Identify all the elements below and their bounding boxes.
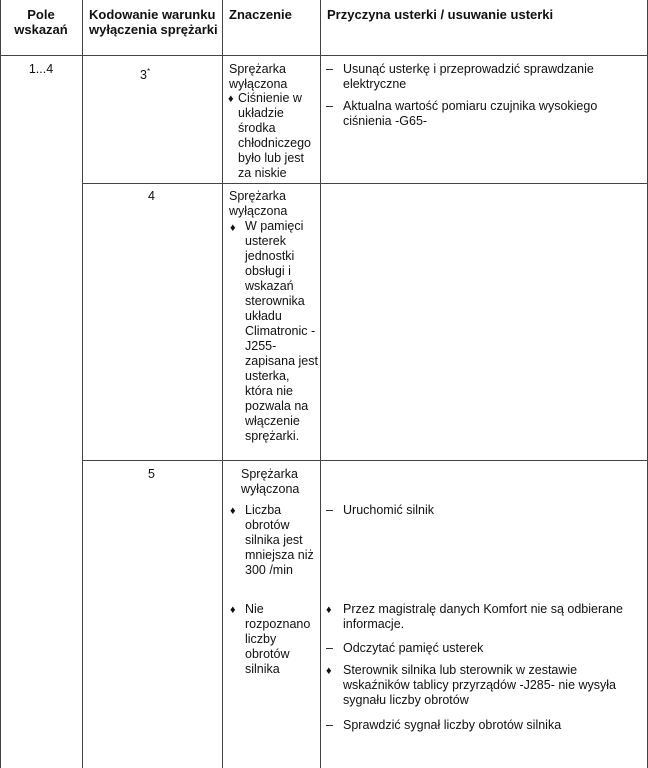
row3-meaning-title: Sprężarka wyłączona [241, 467, 300, 496]
row1-code [140, 64, 150, 83]
row1-meaning-bullet: Ciśnienie w układzie środka chłodniczego było lub jest za niskie [238, 91, 311, 180]
column-divider-2 [222, 0, 223, 768]
row1-cause1: Usunąć usterkę i przeprowadzić sprawdzanie elektryczne [343, 62, 594, 91]
column-divider-3 [320, 0, 321, 768]
table-border-left [0, 0, 1, 768]
row2-meaning-title: Sprężarka wyłączona [229, 189, 288, 218]
row3-cause3: Odczytać pamięć usterek [343, 641, 484, 655]
row3-cause3-dash-icon: – [326, 641, 333, 655]
row3-cause4: Sterownik silnika lub sterownik w zestawie wskaźników tablicy przyrządów -J285- nie wysyła sygnału liczby obrotów [343, 663, 617, 707]
row3-cause2: Przez magistralę danych Komfort nie są odbierane informacje. [343, 602, 624, 631]
row3-cause1: Uruchomić silnik [343, 503, 434, 517]
row3-cause1-dash-icon: – [326, 503, 333, 517]
row1-cause2-dash-icon: – [326, 99, 333, 113]
header-bottom-rule [0, 55, 648, 56]
row3-code: 5 [148, 467, 155, 481]
row-divider-1 [82, 183, 648, 184]
header-cause-column: Przyczyna usterki / usuwanie usterki [327, 7, 554, 22]
header-field-column: Pole wskazań [14, 7, 68, 37]
row1-code-footnote-mark: * [146, 67, 151, 76]
row2-bullet-icon: ♦ [230, 222, 236, 234]
row3-cause4-bullet-icon: ♦ [326, 665, 332, 677]
row-divider-2 [82, 460, 648, 461]
row3-bullet1-icon: ♦ [230, 505, 236, 517]
row1-code-value: 3 [140, 68, 147, 83]
header-meaning-column: Znaczenie [229, 7, 292, 22]
row3-bullet2-icon: ♦ [230, 604, 236, 616]
header-code-column: Kodowanie warunku wyłączenia sprężarki [89, 7, 218, 37]
row1-meaning-title: Sprężarka wyłączona [229, 62, 288, 91]
column-divider-1 [82, 0, 83, 768]
row1-bullet-icon: ♦ [228, 93, 234, 105]
row2-meaning-bullet: W pamięci usterek jednostki obsługi i wskazań sterownika układu Climatronic -J255- zapisana jest usterka, która nie pozwala na włączenie sprężarki. [245, 219, 318, 443]
row1-cause2: Aktualna wartość pomiaru czujnika wysokiego ciśnienia -G65- [343, 99, 598, 128]
field-value: 1...4 [28, 62, 54, 76]
row3-cause5: Sprawdzić sygnał liczby obrotów silnika [343, 718, 562, 732]
row1-cause1-dash-icon: – [326, 62, 333, 76]
row3-cause5-dash-icon: – [326, 718, 333, 732]
row3-meaning-bullet1: Liczba obrotów silnika jest mniejsza niż 300 /min [245, 503, 314, 577]
row2-code: 4 [148, 189, 155, 203]
row3-meaning-bullet2: Nie rozpoznano liczby obrotów silnika [245, 602, 311, 676]
row3-cause2-bullet-icon: ♦ [326, 604, 332, 616]
